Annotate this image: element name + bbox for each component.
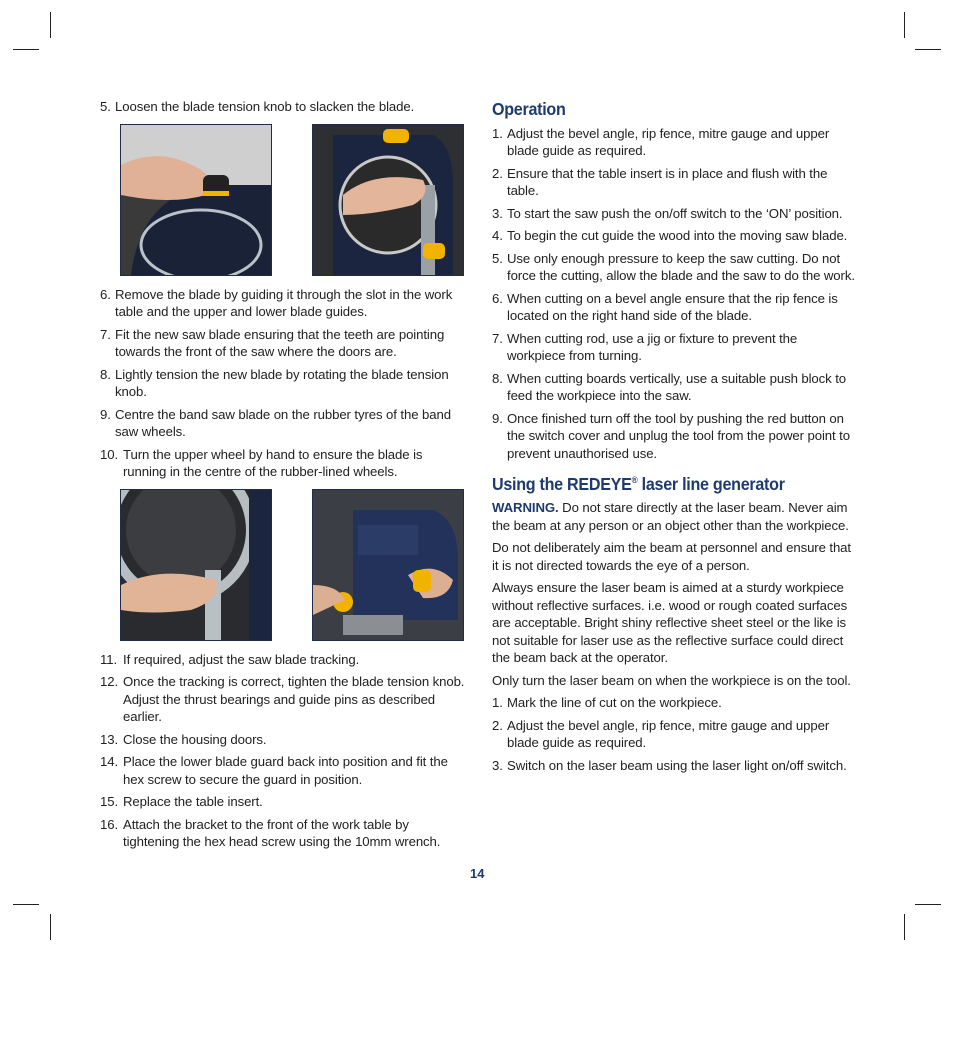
step-text: Lightly tension the new blade by rotating the blade tension knob. xyxy=(115,366,449,399)
step-number: 12. xyxy=(100,674,119,689)
step-7 xyxy=(100,326,468,361)
crop-mark xyxy=(915,49,941,50)
step-text: Turn the upper wheel by hand to ensure the blade is running in the centre of the rubber-lined wheels. xyxy=(123,446,423,479)
photo-set-2 xyxy=(100,489,468,641)
step-number: 1. xyxy=(492,125,503,141)
laser-step-2 xyxy=(492,717,856,752)
step-number: 9. xyxy=(100,406,111,422)
step-text: Once finished turn off the tool by pushing the red button on the switch cover and unplug the tool from the power point to prevent unauthorised use. xyxy=(507,410,850,461)
crop-mark xyxy=(915,904,941,905)
warning-paragraph xyxy=(492,499,856,534)
operation-step-8 xyxy=(492,370,856,405)
operation-step-3 xyxy=(492,205,856,223)
operation-step-5 xyxy=(492,250,856,285)
operation-heading: Operation xyxy=(492,99,566,119)
step-number: 13. xyxy=(100,731,119,747)
step-text: Loosen the blade tension knob to slacken the blade. xyxy=(115,99,415,114)
step-text: Centre the band saw blade on the rubber tyres of the band saw wheels. xyxy=(115,406,451,439)
step-number: 8. xyxy=(100,366,111,382)
step-13 xyxy=(100,731,468,749)
step-number: 1. xyxy=(492,695,503,711)
step-text: Attach the bracket to the front of the work table by tightening the hex head screw using the 10mm wrench. xyxy=(123,816,441,849)
step-number: 8. xyxy=(492,370,503,386)
step-text: To begin the cut guide the wood into the moving saw blade. xyxy=(507,228,848,243)
step-text: Replace the table insert. xyxy=(123,794,263,809)
step-number: 5. xyxy=(100,99,111,114)
step-text: Remove the blade by guiding it through the slot in the work table and the upper and lower blade guides. xyxy=(115,286,453,319)
step-text: Place the lower blade guard back into position and fit the hex screw to secure the guard in position. xyxy=(123,754,448,787)
laser-heading-text: Using the REDEYE xyxy=(492,473,632,494)
crop-mark xyxy=(50,914,51,940)
step-number: 4. xyxy=(492,228,503,243)
step-number: 15. xyxy=(100,794,119,809)
page-number: 14 xyxy=(470,866,485,881)
step-10 xyxy=(100,446,468,481)
step-number: 16. xyxy=(100,816,119,832)
step-text: Fit the new saw blade ensuring that the teeth are pointing towards the front of the saw where the doors are. xyxy=(115,326,445,359)
step-15 xyxy=(100,793,468,811)
step-text: Adjust the bevel angle, rip fence, mitre gauge and upper blade guide as required. xyxy=(507,125,830,158)
step-number: 7. xyxy=(492,330,503,346)
step-16 xyxy=(100,816,468,851)
tracking-knob-adjustment-photo xyxy=(312,489,464,641)
steps-11-to-16 xyxy=(100,651,468,851)
right-column xyxy=(492,101,856,779)
photo-set-1 xyxy=(100,124,468,276)
step-text: Mark the line of cut on the workpiece. xyxy=(507,695,722,711)
laser-paragraph-3: Always ensure the laser beam is aimed at a sturdy workpiece without reflective surfaces. i.e. wood or rough coated surfaces are acceptable. Bright shiny reflective sheet steel or the like is not suitable for laser use as the reflective surface could direct the beam back at the operator. xyxy=(492,580,848,666)
operation-step-4 xyxy=(492,227,856,245)
hand-removing-blade-photo xyxy=(312,124,464,276)
step-number: 2. xyxy=(492,717,503,733)
step-text: Close the housing doors. xyxy=(123,731,267,747)
step-8 xyxy=(100,366,468,401)
laser-step-3 xyxy=(492,757,856,775)
step-text: When cutting boards vertically, use a suitable push block to feed the workpiece into the saw. xyxy=(507,370,847,403)
step-number: 5. xyxy=(492,250,503,266)
step-text: When cutting rod, use a jig or fixture to prevent the workpiece from turning. xyxy=(507,330,798,363)
operation-step-9 xyxy=(492,410,856,463)
crop-mark xyxy=(904,12,905,38)
step-number: 2. xyxy=(492,165,503,181)
laser-paragraph-2: Do not deliberately aim the beam at personnel and ensure that it is not directed towards the eye of a person. xyxy=(492,540,851,573)
laser-heading-text: laser line generator xyxy=(637,473,785,494)
step-number: 11. xyxy=(100,651,118,667)
crop-mark xyxy=(13,904,39,905)
steps-6-to-10 xyxy=(100,286,468,481)
crop-mark xyxy=(904,914,905,940)
step-11 xyxy=(100,651,468,669)
step-text: Adjust the bevel angle, rip fence, mitre gauge and upper blade guide as required. xyxy=(507,717,830,751)
step-number: 6. xyxy=(100,286,111,302)
step-number: 3. xyxy=(492,205,503,221)
left-column xyxy=(100,98,468,856)
step-text: Once the tracking is correct, tighten the blade tension knob. Adjust the thrust bearings and guide pins as described earlier. xyxy=(123,674,465,724)
operation-step-7 xyxy=(492,330,856,365)
step-number: 3. xyxy=(492,757,503,773)
step-5 xyxy=(100,98,468,116)
warning-text: Do not stare directly at the laser beam. Never aim the beam at any person or an object other than the workpiece. xyxy=(492,500,849,533)
step-text: If required, adjust the saw blade tracking. xyxy=(123,651,360,667)
step-number: 9. xyxy=(492,410,503,426)
step-12 xyxy=(100,673,468,726)
hand-turning-wheel-photo xyxy=(120,489,272,641)
operation-step-6 xyxy=(492,290,856,325)
laser-heading xyxy=(492,472,827,493)
hand-turning-tension-knob-photo xyxy=(120,124,272,276)
crop-mark xyxy=(13,49,39,50)
step-9 xyxy=(100,406,468,441)
registered-mark: ® xyxy=(631,475,638,485)
laser-step-1 xyxy=(492,694,856,712)
crop-mark xyxy=(50,12,51,38)
warning-label: WARNING. xyxy=(492,500,559,516)
step-text: When cutting on a bevel angle ensure that the rip fence is located on the right hand side of the blade. xyxy=(507,290,838,323)
step-text: Ensure that the table insert is in place and flush with the table. xyxy=(507,165,828,198)
laser-steps xyxy=(492,694,856,774)
step-number: 7. xyxy=(100,326,111,342)
step-text: To start the saw push the on/off switch to the ‘ON’ position. xyxy=(507,205,843,221)
operation-step-2 xyxy=(492,165,856,200)
operation-steps xyxy=(492,125,856,463)
step-number: 10. xyxy=(100,446,119,462)
step-number: 6. xyxy=(492,290,503,306)
laser-paragraph-4: Only turn the laser beam on when the workpiece is on the tool. xyxy=(492,672,851,688)
step-text: Switch on the laser beam using the laser light on/off switch. xyxy=(507,757,847,773)
step-text: Use only enough pressure to keep the saw cutting. Do not force the cutting, allow the blade and the saw to do the work. xyxy=(507,250,855,283)
step-number: 14. xyxy=(100,754,119,769)
step-14 xyxy=(100,753,468,788)
step-6 xyxy=(100,286,468,321)
operation-step-1 xyxy=(492,125,856,160)
